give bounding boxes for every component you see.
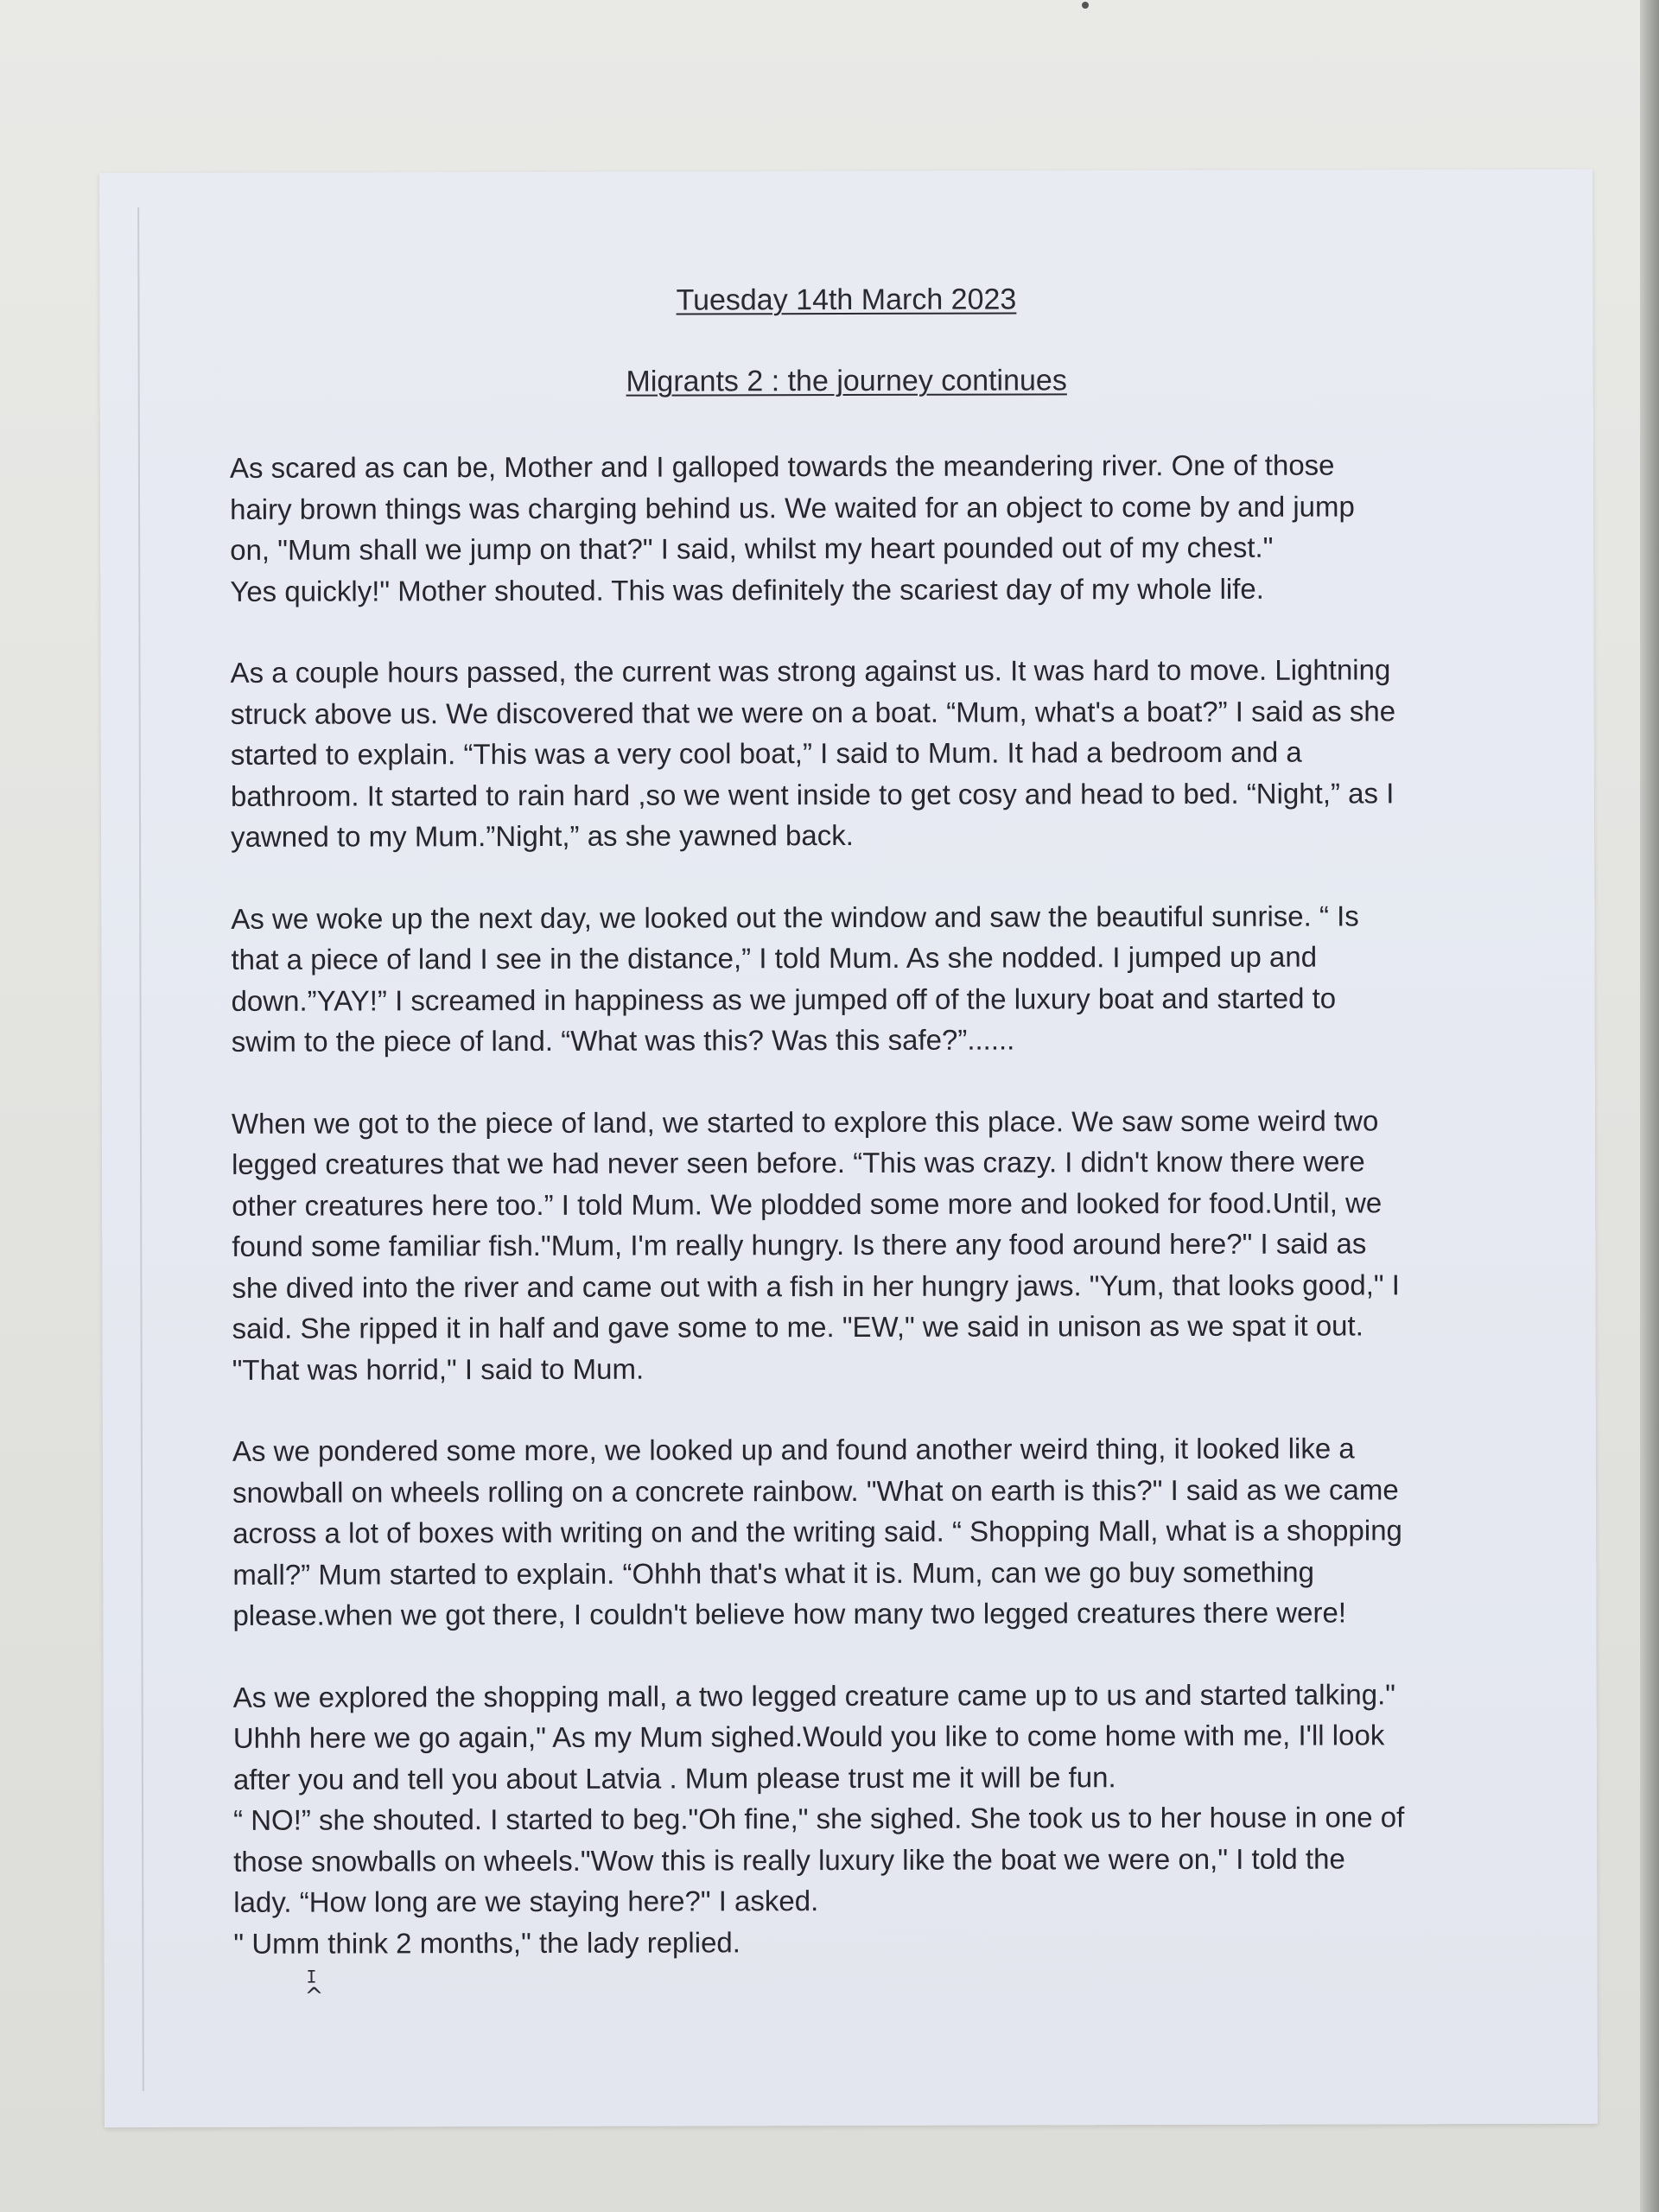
background-right-edge — [1640, 0, 1659, 2212]
paragraph-line: As we pondered some more, we looked up and found another weird thing, it looked like a — [232, 1432, 1355, 1467]
paragraph-line: those snowballs on wheels."Wow this is really luxury like the boat we were on," I told the — [233, 1841, 1345, 1878]
paragraph-line: down.”YAY!” I screamed in happiness as we jumped off of the luxury boat and started to — [231, 982, 1337, 1017]
paragraph-line: mall?” Mum started to explain. “Ohhh that's what it is. Mum, can we go buy something — [232, 1555, 1315, 1591]
paragraph-line: please.when we got there, I couldn't believe how many two legged creatures there were! — [232, 1596, 1347, 1631]
paragraph-line: " Umm think 2 months," the lady replied. — [233, 1925, 741, 1960]
story-paragraph — [232, 1100, 1459, 1390]
paragraph-line: Uhhh here we go again," As my Mum sighed.Would you like to come home with me, I'll look — [232, 1719, 1385, 1754]
paper-fold-line — [137, 207, 144, 2091]
story-paragraph — [230, 649, 1458, 857]
paragraph-line: legged creatures that we had never seen before. “This was crazy. I didn't know there were — [231, 1145, 1365, 1180]
paragraph-line: As we explored the shopping mall, a two legged creature came up to us and started talking." — [232, 1677, 1396, 1713]
story-paragraph — [230, 444, 1457, 612]
story-paragraph — [233, 1674, 1461, 1964]
paragraph-line: yawned to my Mum.”Night,” as she yawned back. — [231, 818, 854, 853]
paragraph-line: after you and tell you about Latvia . Mum please trust me it will be fun. — [232, 1760, 1116, 1796]
paragraph-line: As a couple hours passed, the current was strong against us. It was hard to move. Lightning — [230, 653, 1391, 689]
paragraph-line: snowball on wheels rolling on a concrete rainbow. "What on earth is this?" I said as we came — [232, 1472, 1399, 1509]
paragraph-line: bathroom. It started to rain hard ,so we went inside to get cosy and head to bed. “Night,” as I — [230, 776, 1395, 812]
paragraph-line: hairy brown things was charging behind us. We waited for an object to come by and jump — [230, 489, 1355, 525]
paragraph-line: on, "Mum shall we jump on that?" I said, whilst my heart pounded out of my chest." — [230, 531, 1274, 566]
paragraph-line: found some familiar fish."Mum, I'm really hungry. Is there any food around here?" I said as — [232, 1227, 1367, 1262]
document-body — [230, 444, 1461, 2005]
paper-sheet — [99, 169, 1598, 2128]
paragraph-line: As we woke up the next day, we looked out the window and saw the beautiful sunrise. “ Is — [231, 899, 1359, 935]
story-paragraph — [231, 895, 1458, 1063]
paragraph-line: swim to the piece of land. “What was this? Was this safe?”...... — [231, 1023, 1015, 1058]
paragraph-line: that a piece of land I see in the distance,” I told Mum. As she nodded. I jumped up and — [231, 940, 1318, 976]
paragraph-line: started to explain. “This was a very cool boat,” I said to Mum. It had a bedroom and a — [230, 735, 1302, 771]
paragraph-line: said. She ripped it in half and gave some to me. "EW," we said in unison as we spat it out. — [232, 1309, 1363, 1344]
paragraph-line: she dived into the river and came out with a fish in her hungry jaws. "Yum, that looks good," I — [232, 1268, 1400, 1304]
background-speck — [1082, 2, 1089, 9]
paragraph-line: As scared as can be, Mother and I galloped towards the meandering river. One of those — [229, 448, 1335, 484]
paragraph-line: lady. “How long are we staying here?" I asked. — [233, 1885, 819, 1918]
paragraph-line: Yes quickly!" Mother shouted. This was definitely the scariest day of my whole life. — [230, 572, 1264, 607]
paragraph-line: struck above us. We discovered that we were on a boat. “Mum, what's a boat?” I said as she — [230, 694, 1396, 730]
document-date: Tuesday 14th March 2023 — [676, 283, 1017, 317]
handwritten-caret-mark: ^ — [304, 1983, 324, 2010]
document-title: Migrants 2 : the journey continues — [626, 364, 1067, 398]
paragraph-line: "That was horrid," I said to Mum. — [232, 1352, 645, 1386]
story-paragraph — [232, 1427, 1460, 1636]
paragraph-line: across a lot of boxes with writing on and the writing said. “ Shopping Mall, what is a shopping — [232, 1514, 1402, 1549]
paragraph-line: other creatures here too.” I told Mum. We plodded some more and looked for food.Until, we — [232, 1185, 1382, 1222]
paragraph-line: “ NO!” she shouted. I started to beg."Oh fine," she sighed. She took us to her house in one of — [232, 1801, 1405, 1836]
paragraph-line: When we got to the piece of land, we started to explore this place. We saw some weird two — [231, 1103, 1379, 1140]
handwritten-insert-mark: I — [306, 1966, 317, 1987]
